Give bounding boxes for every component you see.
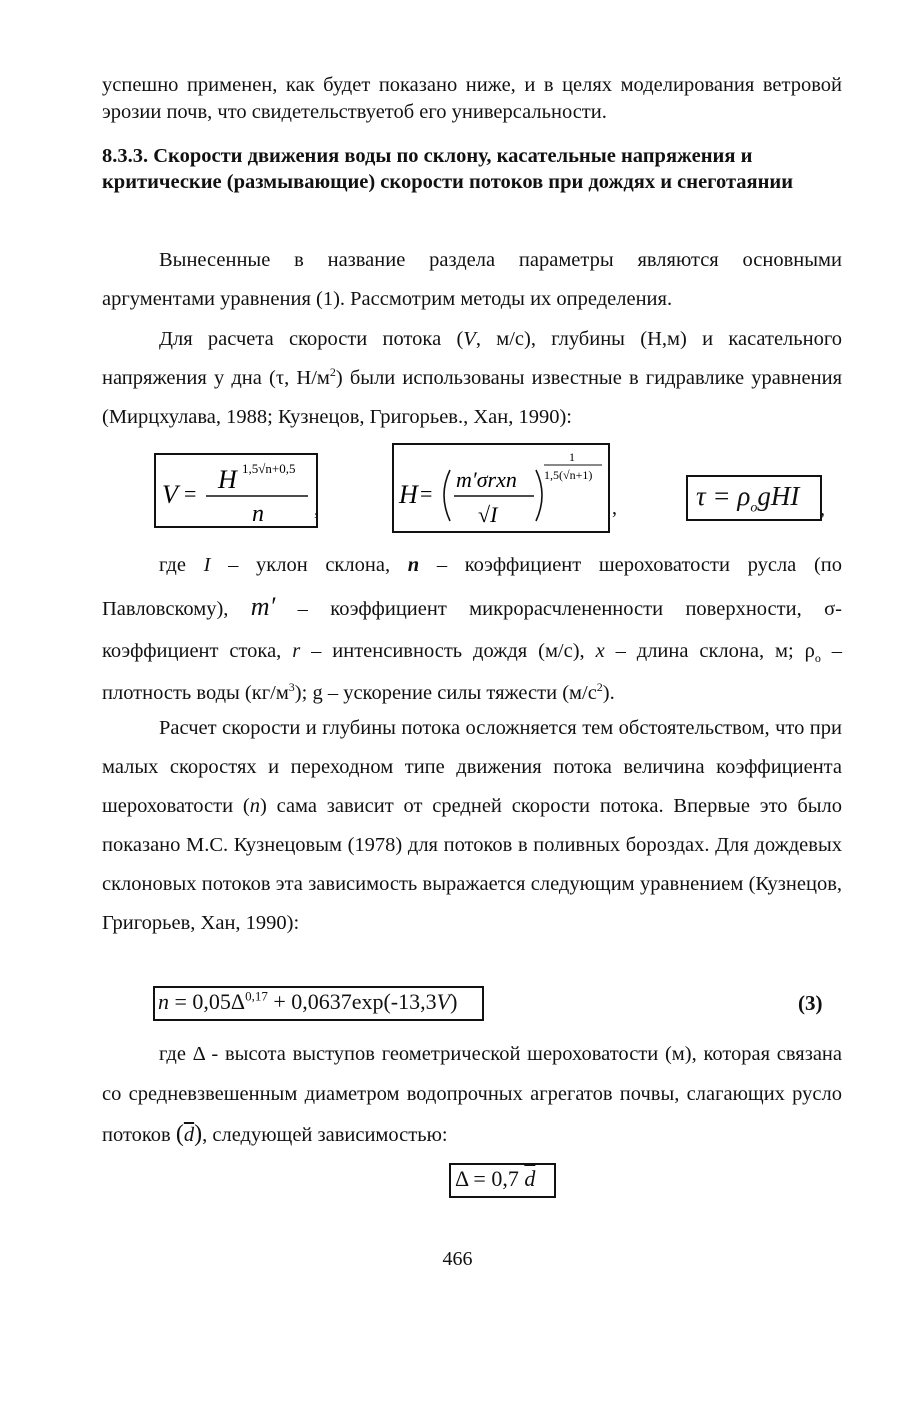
paragraph-4: Расчет скорости и глубины потока осложняется тем обстоятельством, что при малых скоростях и переходном типе движения потока величина коэффициента шероховатости (n) сама зависит от средней скорости потока. Впервые это было показано М.С. Кузнецовым (1978) для потоков в поливных бороздах. Для дождевых склоновых потоков эта зависимость выражается следующим уравнением (Кузнецов, Григорьев, Хан, 1990): bbox=[102, 717, 843, 934]
comma-2: , bbox=[612, 497, 617, 519]
equation-number: (3) bbox=[798, 991, 823, 1015]
svg-text:1,5√n+0,5: 1,5√n+0,5 bbox=[242, 461, 296, 476]
svg-text:V: V bbox=[162, 480, 178, 509]
svg-text:√I: √I bbox=[478, 502, 498, 527]
svg-text:m′σrxn: m′σrxn bbox=[456, 467, 517, 492]
svg-text:=: = bbox=[420, 481, 433, 506]
comma-3: , bbox=[820, 498, 825, 520]
svg-text:=: = bbox=[184, 481, 197, 506]
comma-1: , bbox=[314, 498, 319, 520]
paragraph-5: где Δ - высота выступов геометрической шероховатости (м), которая связана со средневзвешенным диаметром водопрочных агрегатов почвы, слагающих русло потоков $(\overline{d})$, следующей зависимостью: bbox=[102, 1043, 842, 1147]
paragraph-definitions: где I – уклон склона, n – коэффициент шероховатости русла (по Павловскому), m′ – коэффициент микрорасчлененности поверхности, σ-коэффициент стока, r – интенсивность дождя (м/с), x – длина склона, м; $\rho_o$ – плотность воды $(кг/м^3)$; g – ускорение силы тяжести $(м/с^2)$. bbox=[102, 554, 842, 704]
formula-depth bbox=[392, 443, 610, 533]
page-number: 466 bbox=[442, 1248, 473, 1270]
formula-shear-stress-text: $\tau = \rho_ogHI$ bbox=[696, 481, 800, 516]
formula-velocity-svg bbox=[156, 455, 316, 526]
section-heading: 8.3.3. Скорости движения воды по склону, касательные напряжения и критические (размывающие) скорости потоков при дождях и снеготаянии bbox=[102, 145, 794, 193]
svg-text:1: 1 bbox=[569, 450, 575, 464]
paragraph-1: Вынесенные в название раздела параметры являются основными аргументами уравнения (1). Рассмотрим методы их определения. bbox=[102, 249, 842, 310]
formula-shear-stress bbox=[686, 475, 822, 521]
intro-text: успешно применен, как будет показано ниже, и в целях моделирования ветровой эрозии почв, что свидетельствуетоб его универсальности. bbox=[102, 74, 842, 123]
svg-text:1,5(√n+1): 1,5(√n+1) bbox=[544, 468, 593, 482]
svg-text:H: H bbox=[218, 465, 237, 494]
formula-velocity bbox=[154, 453, 318, 528]
svg-text:n: n bbox=[252, 501, 264, 526]
equation-delta-text: Δ = 0,7 $\overline{d}$ bbox=[455, 1166, 536, 1191]
paragraph-2: Для расчета скорости потока (V, м/с), глубины (Н,м) и касательного напряжения у дна (τ, $Н/м^2$) были использованы известные в гидравлике уравнения (Мирцхулава, 1988; Кузнецов, Григорьев., Хан, 1990): bbox=[102, 328, 842, 428]
formula-depth-svg bbox=[394, 445, 608, 531]
equation-3 bbox=[153, 986, 484, 1021]
svg-text:H: H bbox=[399, 480, 418, 509]
equation-delta bbox=[449, 1163, 556, 1198]
equation-3-text: $n = 0,05\Delta^{0,17} + 0,0637\exp(-13,3V)$ bbox=[158, 988, 458, 1014]
